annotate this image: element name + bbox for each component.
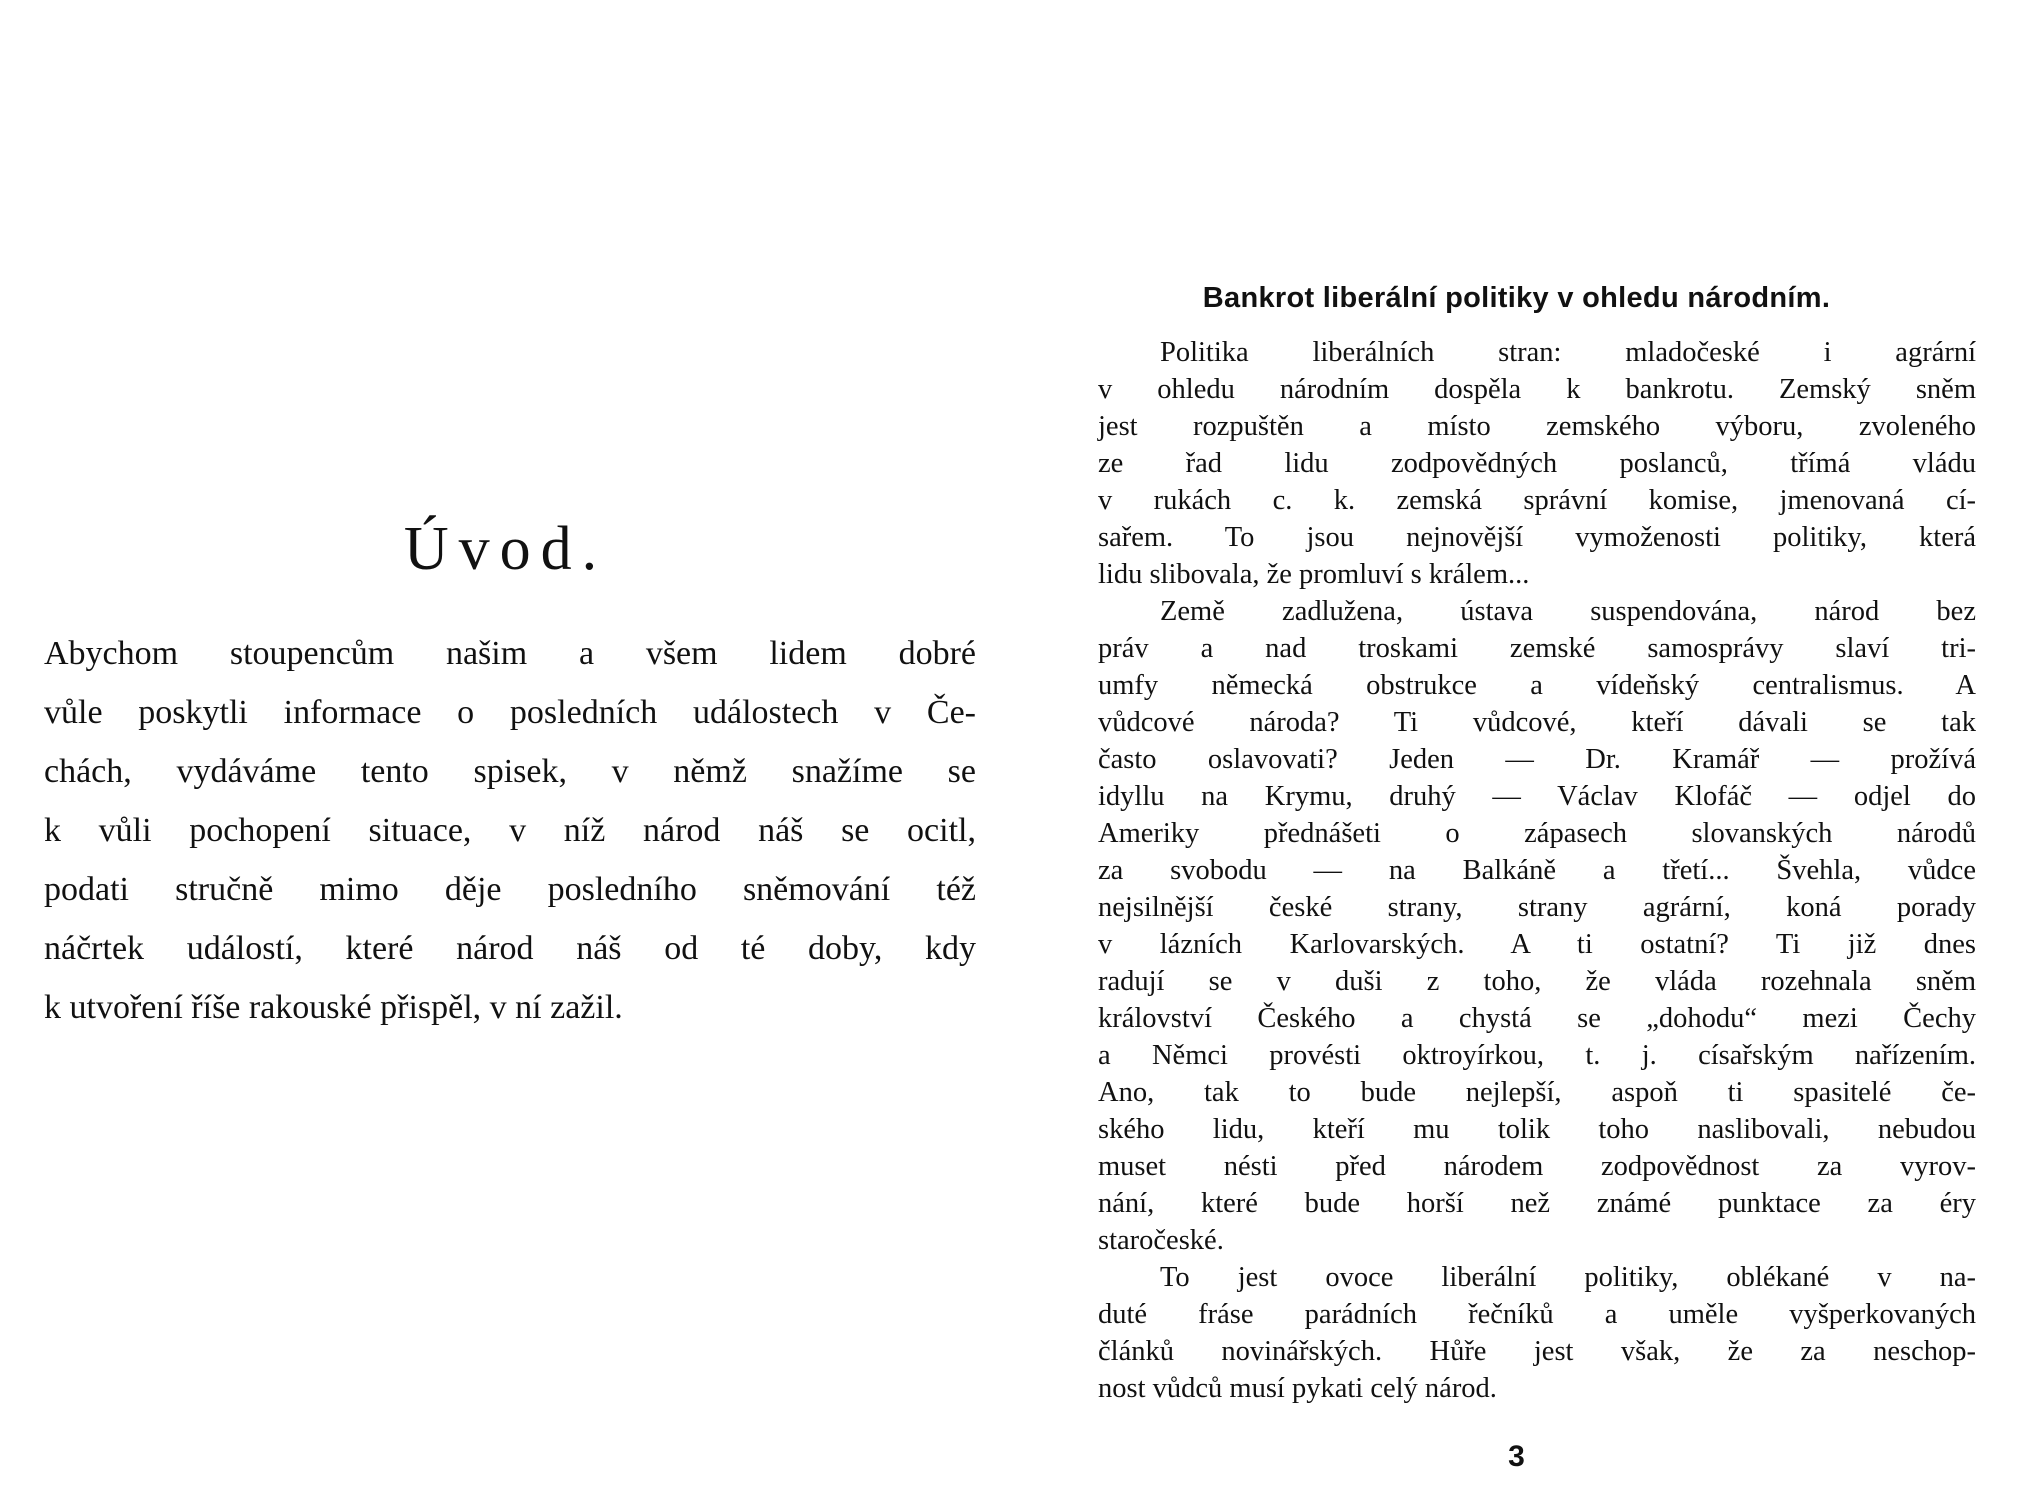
introduction-line: k vůli pochopení situace, v níž národ náš se ocitl, <box>44 812 976 849</box>
article-line: lidu slibovala, že promluví s králem... <box>1098 559 1530 590</box>
article-line: ze řad lidu zodpovědných poslanců, třímá vládu <box>1098 448 1976 479</box>
article-line: radují se v duši z toho, že vláda rozehnala sněm <box>1098 966 1976 997</box>
article-line: Ano, tak to bude nejlepší, aspoň ti spasitelé če- <box>1098 1077 1976 1108</box>
article-line: často oslavovati? Jeden — Dr. Kramář — prožívá <box>1098 744 1976 775</box>
article-line: království Českého a chystá se „dohodu“ mezi Čechy <box>1098 1003 1976 1034</box>
article-line: v lázních Karlovarských. A ti ostatní? Ti již dnes <box>1098 929 1976 960</box>
article-line: práv a nad troskami zemské samosprávy slaví tri- <box>1098 633 1976 664</box>
right-page <box>1011 0 2022 1500</box>
article-line: nání, které bude horší než známé punktace za éry <box>1098 1188 1976 1219</box>
article-line: v rukách c. k. zemská správní komise, jmenovaná cí- <box>1098 485 1976 516</box>
article-line: nejsilnější české strany, strany agrární, koná porady <box>1098 892 1976 923</box>
article-line: To jest ovoce liberální politiky, oblékané v na- <box>1160 1262 1976 1293</box>
article-line: idyllu na Krymu, druhý — Václav Klofáč — odjel do <box>1098 781 1976 812</box>
article-line: duté fráse parádních řečníků a uměle vyšperkovaných <box>1098 1299 1976 1330</box>
article-line: článků novinářských. Hůře jest však, že za neschop- <box>1098 1336 1976 1367</box>
article-paragraph-1 <box>1098 334 1976 593</box>
introduction-line: vůle poskytli informace o posledních událostech v Če- <box>44 694 976 731</box>
article-line: v ohledu národním dospěla k bankrotu. Zemský sněm <box>1098 374 1976 405</box>
page-number: 3 <box>1508 1440 1525 1473</box>
introduction-paragraph <box>44 624 976 1037</box>
article-line: ského lidu, kteří mu tolik toho naslibovali, nebudou <box>1098 1114 1976 1145</box>
article-body <box>1098 334 1976 1407</box>
article-line: staročeské. <box>1098 1225 1224 1256</box>
introduction-line: chách, vydáváme tento spisek, v němž snažíme se <box>44 753 976 790</box>
article-paragraph-2 <box>1098 593 1976 1259</box>
article-line: za svobodu — na Balkáně a třetí... Švehla, vůdce <box>1098 855 1976 886</box>
introduction-line: Abychom stoupencům našim a všem lidem dobré <box>44 635 976 672</box>
article-line: Politika liberálních stran: mladočeské i agrární <box>1160 337 1976 368</box>
article-line: muset nésti před národem zodpovědnost za vyrov- <box>1098 1151 1976 1182</box>
article-line: vůdcové národa? Ti vůdcové, kteří dávali se tak <box>1098 707 1976 738</box>
article-line: Ameriky přednášeti o zápasech slovanských národů <box>1098 818 1976 849</box>
introduction-line: podati stručně mimo děje posledního sněmování též <box>44 871 976 908</box>
article-paragraph-3 <box>1098 1259 1976 1407</box>
introduction-line: náčrtek událostí, které národ náš od té doby, kdy <box>44 930 976 967</box>
article-line: jest rozpuštěn a místo zemského výboru, zvoleného <box>1098 411 1976 442</box>
article-line: a Němci provésti oktroyírkou, t. j. císařským nařízením. <box>1098 1040 1976 1071</box>
article-line: sařem. To jsou nejnovější vymoženosti politiky, která <box>1098 522 1976 553</box>
section-heading: Bankrot liberální politiky v ohledu národním. <box>1202 282 1831 314</box>
introduction-title: Úvod. <box>403 515 608 583</box>
introduction-line: k utvoření říše rakouské přispěl, v ní zažil. <box>44 989 623 1026</box>
article-line: umfy německá obstrukce a vídeňský centralismus. A <box>1098 670 1976 701</box>
article-line: nost vůdců musí pykati celý národ. <box>1098 1373 1497 1404</box>
article-line: Země zadlužena, ústava suspendována, národ bez <box>1160 596 1976 627</box>
